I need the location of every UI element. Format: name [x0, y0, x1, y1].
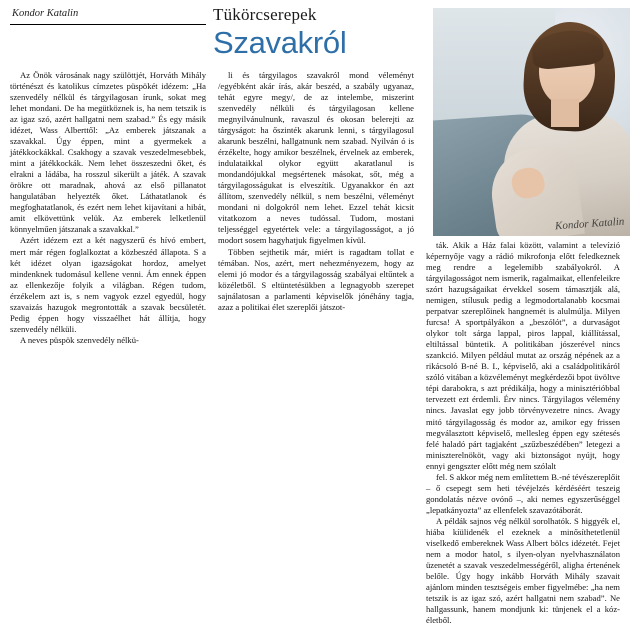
author-byline: Kondor Katalin	[12, 8, 79, 19]
photo-neck	[551, 99, 579, 126]
text-column-3	[426, 240, 620, 626]
paragraph: ták. Akik a Ház falai között, valamint a televízió képernyője vagy a rádió mikrofonja előtt feledkeznek meg rendre a legelemibb szabályokról. A tárgyilagosságot nem ismerik, ragalmaikat, ellenfeleikre szórt hazugságaikat érvekkel sosem támasztják alá, nemigen, stílusuk pedig a legmodortalanabb kocsmai perpatvar szereplőinek hangnemét is alulmúlja. Milyen furcsa! A sportpályákon a „beszólót”, a durvaságot olykor tolt sárga lappal, piros lappal, kiállítással, eltiltással büntetik. A politikában jószerével nincs szankció. Milyen például mutat az ország népének az a rikácsoló B-né B. I., képviselő, aki a családpolitikáról szóló vitában a közvéleményt megkérdezői bpot üvöltve tépi darabokra, s azt prédikálja, hogy a minisztérióbbal tervezett ezt érdemli. Érv nincs. Tárgyilagos vélemény nincs. Javaslat egy jobb törvényvezetre nincs. Avagy mitó tárgyilagosság és modor az, amikor egy frissen megválasztott képviselő, mellesleg éppen egy szétesés felé haladó párt tagjaként „szűzbeszédében” letegezi a miniszterelnököt, vagy aki biztonságot nyújt, hogy ennyi gengszter előtt még nem szólalt	[426, 240, 620, 471]
page-title: Szavakról	[213, 24, 347, 60]
photo-signature: Kondor Katalin	[554, 215, 625, 233]
paragraph: Az Önök városának nagy szülöttjét, Horváth Mihály történészt és katolikus címzetes püspökét idézem: „Ha szenvedély nélkül és tárgyilagosan írunk, sokat meg lehet mondani. De ha megütköznek is, ha nem tetszik is az igaz szó, azért hallgatni nem szabad.” És egy másik idézet, Wass Alberttől: „Az emberek játszanak a szavakkal. Úgy éppen, mint a gyermekek a játékkockákkal. Csakhogy a szavak veszedelmesebbek, mint a játékkockák. Nem lehet összeszedni őket, és elrakni a ládába, ha rosszul sikerült a játék. A szavak örökre ott maradnak, ahová az első pillanatot hangulatában helyezték őket. Láthatatlanok és megfoghatatlanok, és ezért nem lehet kijavítani a hibát, amit elkövettünk velük. Az emberek lelketlenül könnyelműen játszanak a szavakkal.”	[10, 70, 206, 235]
column-series-title: Tükörcserepek	[213, 5, 317, 24]
paragraph: Azért idézem ezt a két nagyszerű és hívó embert, mert már régen foglalkoztat a közbeszéd állapota. S a két idézet olyan igazságokat hordoz, amelyet mindenknek tudomásul kellene venni. Ám ennek éppen az ellenkezője folyik a világban. Régen tudom, érzékelem azt is, s nem vagyok ezzel egyedül, hogy szavaizás hazugok megrontották a szavak becsületét. Pedig éppen hogy visszaélhet hát állítja, hogy szenvedély nélküli.	[10, 235, 206, 334]
portrait-photo	[433, 8, 630, 236]
text-column-2	[218, 70, 414, 313]
article-masthead	[213, 6, 413, 59]
paragraph: Többen sejthetik már, miért is ragadtam tollat e témában. Nos, azért, mert nehezményezem, hogy az elemi jó modor és a tárgyilagosság szabályai eltűntek a közéletből. S eltüntetésükben a legnagyobb szerepet sajnálatosan a parlamenti képviselők jónéhány tagja, azaz a politikai élet szereplői játszot-	[218, 246, 414, 312]
paragraph: A példák sajnos vég nélkül sorolhatók. S higgyék el, hiába kíülidenék el ezeknek a minősíthetetlenül viselkedő embereknek Wass Albert bölcs idézetét. Fejet nem a modor hatol, s ilyen-olyan nyelvhasználaton üzenetét a szavak veszedelmességéről, aligha értenének belőle. Úgy hogy inkább Horváth Mihály szavait ajánlom minden tesztségeis ember figyelmébe: „ha nem tetszik is az igaz szó, azért hallgatni nem szabad”. Ne hallgassunk, hanem mondjunk ki: tünjenek el a kóz-életből.	[426, 515, 620, 626]
byline-divider	[10, 24, 206, 25]
paragraph: fel. S akkor még nem említettem B.-né tévészereplőit – ő csepegt sem heti tévéjelzés kérdéséért teszeig gondolatás nézve ovónő –, aki nemes egyszerűséggel „lepatkányozta” az ellenfelek szavazótáborát.	[426, 471, 620, 515]
paragraph: li és tárgyilagos szavakról mond véleményt /egyébként akár írás, akár beszéd, a szabály ugyanaz, tehát egyre megy/, de az intelembe, miszerint szenvedély nélküli és tárgyilagosan kellene megnyilvánulnunk, ravaszul és okosan belerejti az tárgyságot: ha őszinték akarunk lenni, s tárgyilagosul akarunk beszélni, hallgatnunk nem szabad. Nyilván ó is érzékelte, hogy amikor beszélnek, érvelnek az emberek, indulataikkal olykor együtt akaratlanul is mondandójukkal megsértenek másokat, sőt, még a tárgyilagosságukat is elveszítik. Ugyanakkor én azt állítom, szenvedély nélkül, s nem beszélni, véleményt mondani ni dolgokról nem lehet. Ezzel tehát kicsit vitatkozom a neves tudóssal. Tudom, mostani teljességgel egyetértek vele: a tárgyilagosságot, a jó modort sosem hagyhatjuk figyelmen kívül.	[218, 70, 414, 246]
text-column-1	[10, 70, 206, 346]
paragraph: A neves püspök szenvedély nélkü-	[20, 334, 139, 345]
